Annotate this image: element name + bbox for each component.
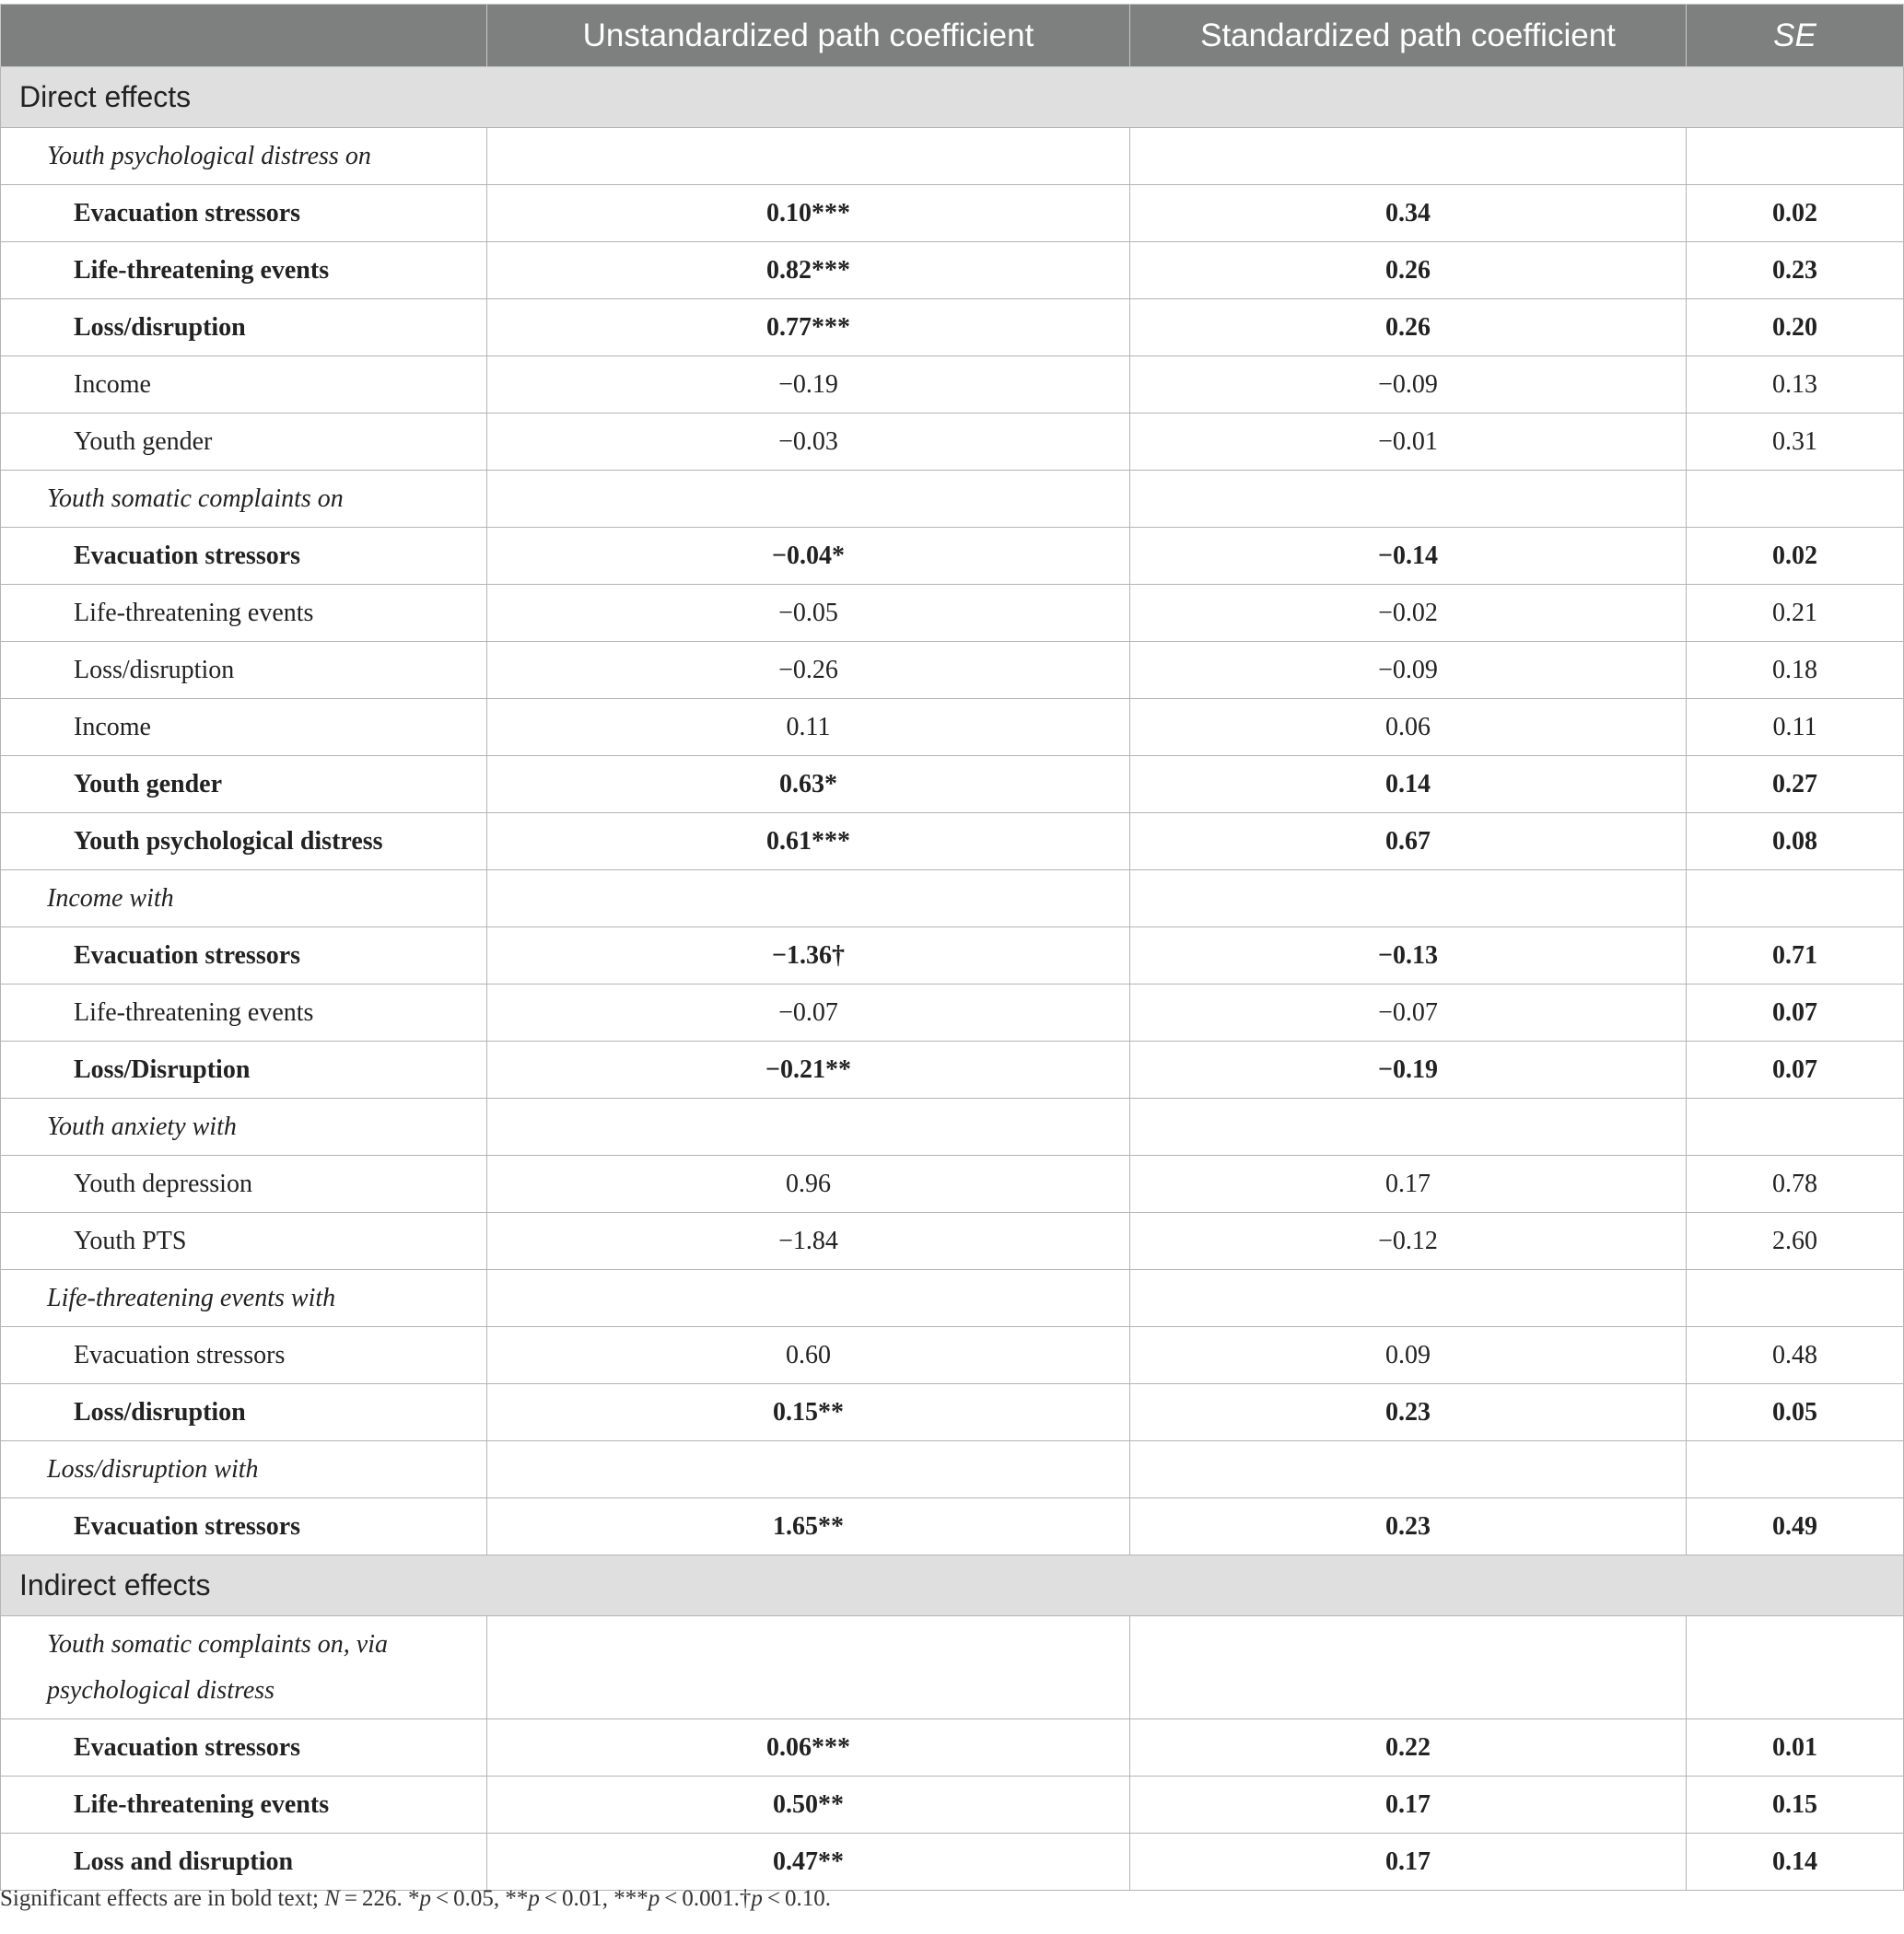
unstandardized-value: −0.07 bbox=[487, 984, 1130, 1042]
empty-cell bbox=[1687, 128, 1904, 185]
table-row bbox=[1, 1498, 1904, 1555]
empty-cell bbox=[487, 1616, 1130, 1719]
unstandardized-value: −0.05 bbox=[487, 585, 1130, 642]
table-row bbox=[1, 299, 1904, 356]
row-label: Loss/disruption bbox=[1, 642, 487, 699]
table-row bbox=[1, 984, 1904, 1042]
table-row bbox=[1, 1834, 1904, 1891]
unstandardized-value: −0.21** bbox=[487, 1042, 1130, 1099]
unstandardized-value: 1.65** bbox=[487, 1498, 1130, 1555]
row-label: Evacuation stressors bbox=[1, 1327, 487, 1384]
standardized-value: −0.14 bbox=[1130, 528, 1687, 585]
group-label: Youth somatic complaints on, via psychological distress bbox=[1, 1616, 487, 1719]
empty-cell bbox=[487, 870, 1130, 927]
se-value: 0.27 bbox=[1687, 756, 1904, 813]
row-label: Loss/disruption bbox=[1, 1384, 487, 1441]
se-value: 0.71 bbox=[1687, 927, 1904, 984]
unstandardized-value: 0.82*** bbox=[487, 242, 1130, 299]
section-row bbox=[1, 1555, 1904, 1616]
row-label: Evacuation stressors bbox=[1, 528, 487, 585]
standardized-value: −0.09 bbox=[1130, 356, 1687, 414]
unstandardized-value: −0.19 bbox=[487, 356, 1130, 414]
row-label: Evacuation stressors bbox=[1, 927, 487, 984]
group-row bbox=[1, 128, 1904, 185]
group-label: Youth anxiety with bbox=[1, 1099, 487, 1156]
empty-cell bbox=[487, 1270, 1130, 1327]
standardized-value: 0.23 bbox=[1130, 1498, 1687, 1555]
table-row bbox=[1, 528, 1904, 585]
table-row bbox=[1, 1213, 1904, 1270]
se-value: 0.08 bbox=[1687, 813, 1904, 870]
standardized-value: −0.02 bbox=[1130, 585, 1687, 642]
unstandardized-value: −0.04* bbox=[487, 528, 1130, 585]
section-title: Direct effects bbox=[1, 67, 1904, 128]
se-value: 0.01 bbox=[1687, 1719, 1904, 1777]
row-label: Life-threatening events bbox=[1, 984, 487, 1042]
unstandardized-value: 0.61*** bbox=[487, 813, 1130, 870]
unstandardized-value: −0.26 bbox=[487, 642, 1130, 699]
empty-cell bbox=[1687, 1099, 1904, 1156]
table-row bbox=[1, 642, 1904, 699]
empty-cell bbox=[1687, 870, 1904, 927]
row-label: Youth gender bbox=[1, 414, 487, 471]
unstandardized-value: 0.60 bbox=[487, 1327, 1130, 1384]
se-value: 2.60 bbox=[1687, 1213, 1904, 1270]
header-variable bbox=[1, 5, 487, 67]
standardized-value: 0.17 bbox=[1130, 1834, 1687, 1891]
se-value: 0.23 bbox=[1687, 242, 1904, 299]
standardized-value: 0.26 bbox=[1130, 299, 1687, 356]
standardized-value: 0.22 bbox=[1130, 1719, 1687, 1777]
standardized-value: −0.09 bbox=[1130, 642, 1687, 699]
empty-cell bbox=[1130, 870, 1687, 927]
section-title: Indirect effects bbox=[1, 1555, 1904, 1616]
row-label: Youth PTS bbox=[1, 1213, 487, 1270]
se-value: 0.78 bbox=[1687, 1156, 1904, 1213]
se-value: 0.14 bbox=[1687, 1834, 1904, 1891]
row-label: Loss and disruption bbox=[1, 1834, 487, 1891]
row-label: Evacuation stressors bbox=[1, 185, 487, 242]
unstandardized-value: −1.84 bbox=[487, 1213, 1130, 1270]
se-value: 0.31 bbox=[1687, 414, 1904, 471]
group-label: Youth psychological distress on bbox=[1, 128, 487, 185]
unstandardized-value: 0.47** bbox=[487, 1834, 1130, 1891]
table-row bbox=[1, 1327, 1904, 1384]
group-row bbox=[1, 471, 1904, 528]
empty-cell bbox=[1130, 471, 1687, 528]
empty-cell bbox=[487, 471, 1130, 528]
empty-cell bbox=[1130, 1270, 1687, 1327]
table-row bbox=[1, 1042, 1904, 1099]
empty-cell bbox=[1687, 1616, 1904, 1719]
group-label: Life-threatening events with bbox=[1, 1270, 487, 1327]
table-row bbox=[1, 756, 1904, 813]
empty-cell bbox=[487, 1099, 1130, 1156]
table-row bbox=[1, 1384, 1904, 1441]
se-value: 0.49 bbox=[1687, 1498, 1904, 1555]
empty-cell bbox=[487, 1441, 1130, 1498]
standardized-value: 0.17 bbox=[1130, 1156, 1687, 1213]
row-label: Income bbox=[1, 699, 487, 756]
empty-cell bbox=[1130, 1099, 1687, 1156]
empty-cell bbox=[1687, 1441, 1904, 1498]
unstandardized-value: 0.50** bbox=[487, 1777, 1130, 1834]
group-label: Youth somatic complaints on bbox=[1, 471, 487, 528]
se-value: 0.02 bbox=[1687, 528, 1904, 585]
section-row bbox=[1, 67, 1904, 128]
standardized-value: 0.14 bbox=[1130, 756, 1687, 813]
standardized-value: 0.23 bbox=[1130, 1384, 1687, 1441]
standardized-value: −0.13 bbox=[1130, 927, 1687, 984]
group-row bbox=[1, 1099, 1904, 1156]
table-body bbox=[1, 67, 1904, 1891]
se-value: 0.48 bbox=[1687, 1327, 1904, 1384]
header-se: SE bbox=[1687, 5, 1904, 67]
group-label: Income with bbox=[1, 870, 487, 927]
row-label: Life-threatening events bbox=[1, 1777, 487, 1834]
empty-cell bbox=[1687, 471, 1904, 528]
row-label: Income bbox=[1, 356, 487, 414]
results-table bbox=[0, 4, 1904, 1891]
unstandardized-value: 0.06*** bbox=[487, 1719, 1130, 1777]
unstandardized-value: 0.63* bbox=[487, 756, 1130, 813]
standardized-value: −0.07 bbox=[1130, 984, 1687, 1042]
table-row bbox=[1, 1156, 1904, 1213]
group-row bbox=[1, 1441, 1904, 1498]
row-label: Evacuation stressors bbox=[1, 1719, 487, 1777]
table-row bbox=[1, 414, 1904, 471]
unstandardized-value: −1.36† bbox=[487, 927, 1130, 984]
empty-cell bbox=[1130, 128, 1687, 185]
header-standardized: Standardized path coefficient bbox=[1130, 5, 1687, 67]
header-row bbox=[1, 5, 1904, 67]
unstandardized-value: 0.96 bbox=[487, 1156, 1130, 1213]
group-label: Loss/disruption with bbox=[1, 1441, 487, 1498]
se-value: 0.20 bbox=[1687, 299, 1904, 356]
standardized-value: 0.67 bbox=[1130, 813, 1687, 870]
row-label: Evacuation stressors bbox=[1, 1498, 487, 1555]
row-label: Life-threatening events bbox=[1, 585, 487, 642]
unstandardized-value: −0.03 bbox=[487, 414, 1130, 471]
row-label: Life-threatening events bbox=[1, 242, 487, 299]
standardized-value: 0.26 bbox=[1130, 242, 1687, 299]
empty-cell bbox=[1130, 1441, 1687, 1498]
standardized-value: 0.09 bbox=[1130, 1327, 1687, 1384]
row-label: Youth psychological distress bbox=[1, 813, 487, 870]
table-row bbox=[1, 185, 1904, 242]
unstandardized-value: 0.15** bbox=[487, 1384, 1130, 1441]
unstandardized-value: 0.10*** bbox=[487, 185, 1130, 242]
unstandardized-value: 0.77*** bbox=[487, 299, 1130, 356]
empty-cell bbox=[1130, 1616, 1687, 1719]
group-row bbox=[1, 1616, 1904, 1719]
standardized-value: −0.01 bbox=[1130, 414, 1687, 471]
row-label: Loss/disruption bbox=[1, 299, 487, 356]
se-value: 0.07 bbox=[1687, 984, 1904, 1042]
header-unstandardized: Unstandardized path coefficient bbox=[487, 5, 1130, 67]
row-label: Loss/Disruption bbox=[1, 1042, 487, 1099]
se-value: 0.02 bbox=[1687, 185, 1904, 242]
standardized-value: −0.19 bbox=[1130, 1042, 1687, 1099]
group-row bbox=[1, 870, 1904, 927]
se-value: 0.18 bbox=[1687, 642, 1904, 699]
table-row bbox=[1, 1719, 1904, 1777]
table-row bbox=[1, 927, 1904, 984]
se-value: 0.15 bbox=[1687, 1777, 1904, 1834]
table-row bbox=[1, 356, 1904, 414]
se-value: 0.21 bbox=[1687, 585, 1904, 642]
standardized-value: 0.06 bbox=[1130, 699, 1687, 756]
se-value: 0.11 bbox=[1687, 699, 1904, 756]
empty-cell bbox=[487, 128, 1130, 185]
se-value: 0.13 bbox=[1687, 356, 1904, 414]
table-footnote: Significant effects are in bold text; N = 226. *p < 0.05, **p < 0.01, ***p < 0.001.†p < 0.10. bbox=[0, 1886, 831, 1911]
row-label: Youth depression bbox=[1, 1156, 487, 1213]
standardized-value: 0.17 bbox=[1130, 1777, 1687, 1834]
unstandardized-value: 0.11 bbox=[487, 699, 1130, 756]
se-value: 0.05 bbox=[1687, 1384, 1904, 1441]
table-row bbox=[1, 242, 1904, 299]
empty-cell bbox=[1687, 1270, 1904, 1327]
group-row bbox=[1, 1270, 1904, 1327]
row-label: Youth gender bbox=[1, 756, 487, 813]
standardized-value: −0.12 bbox=[1130, 1213, 1687, 1270]
standardized-value: 0.34 bbox=[1130, 185, 1687, 242]
se-value: 0.07 bbox=[1687, 1042, 1904, 1099]
table-row bbox=[1, 1777, 1904, 1834]
table-row bbox=[1, 813, 1904, 870]
table-row bbox=[1, 699, 1904, 756]
table-row bbox=[1, 585, 1904, 642]
